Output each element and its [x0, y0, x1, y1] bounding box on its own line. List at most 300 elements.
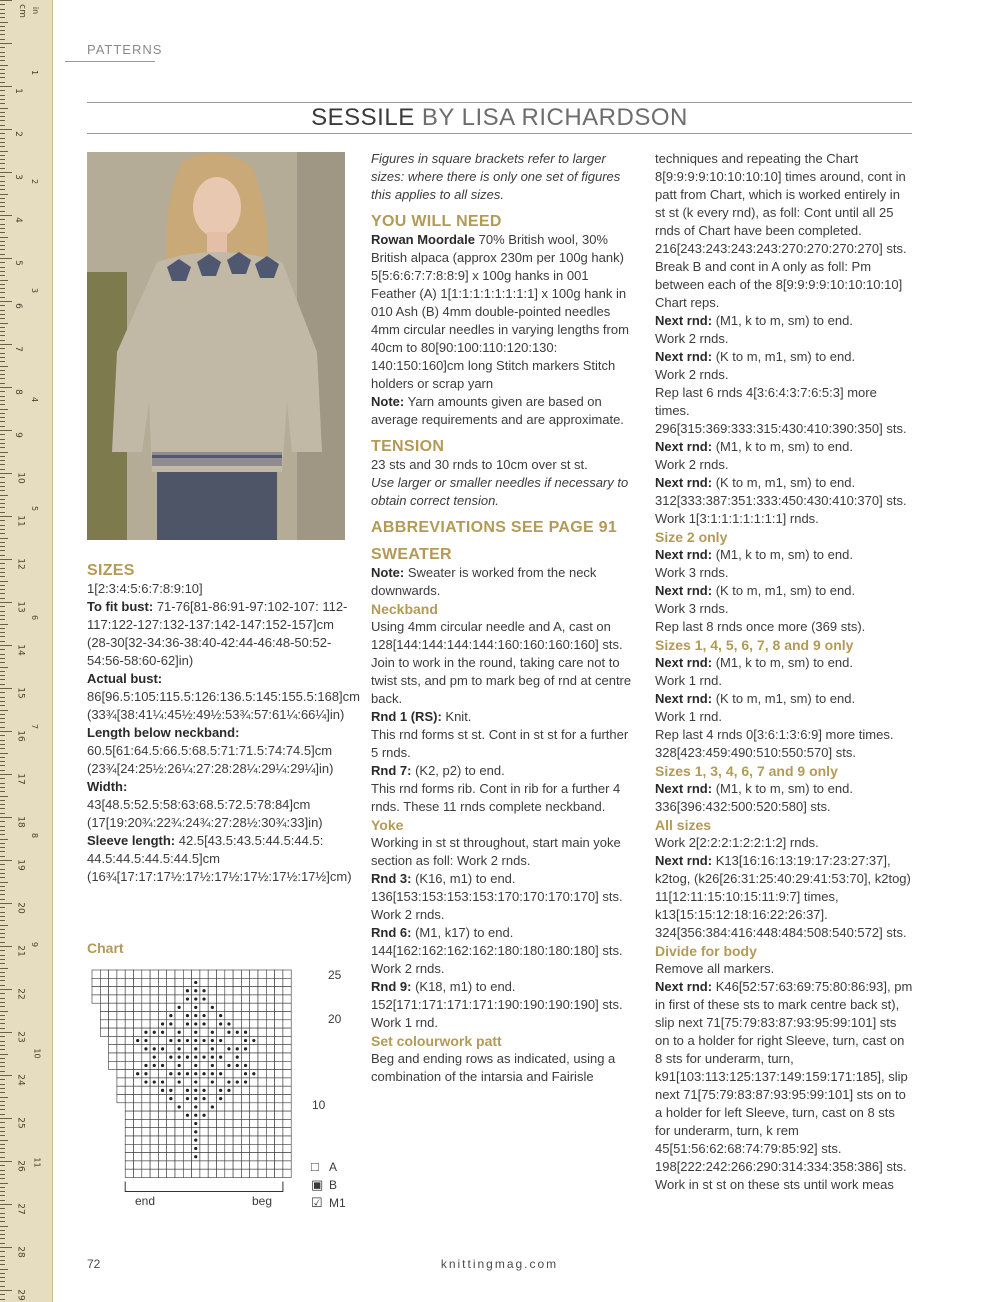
- ruler-tick: [0, 1002, 5, 1003]
- ruler-tick: [0, 804, 5, 805]
- chart-cell: [125, 1036, 133, 1044]
- chart-cell: [258, 1161, 266, 1169]
- ruler-tick: [0, 112, 5, 113]
- chart-dot: [236, 1080, 239, 1083]
- ruler-tick: [0, 787, 5, 788]
- chart-cell: [158, 1111, 166, 1119]
- ruler-tick: [0, 499, 5, 500]
- chart-cell: [125, 1095, 133, 1103]
- ruler-tick: [0, 942, 5, 943]
- ruler-tick: [0, 370, 5, 371]
- ruler-tick: [0, 275, 5, 276]
- chart-dot: [194, 981, 197, 984]
- ruler-tick: [0, 980, 5, 981]
- chart-cell: [266, 1144, 274, 1152]
- ruler-tick: [0, 417, 5, 418]
- chart-cell: [283, 1053, 291, 1061]
- rnd9: [371, 978, 636, 1032]
- ruler-tick: [0, 611, 5, 612]
- ruler-tick: [0, 1281, 5, 1282]
- chart-cell: [150, 1086, 158, 1094]
- ruler-tick: [0, 421, 5, 422]
- chart-cell: [266, 1136, 274, 1144]
- chart-cell: [183, 1144, 191, 1152]
- ruler-tick: [0, 649, 5, 650]
- chart-cell: [100, 995, 108, 1003]
- chart-cell: [225, 1144, 233, 1152]
- ruler-cm-label: 2: [12, 131, 23, 137]
- ruler-tick: [0, 301, 12, 302]
- chart-cell: [125, 1144, 133, 1152]
- ruler-tick: [0, 1238, 5, 1239]
- ruler-tick: [0, 735, 5, 736]
- ruler-in-label: 2: [30, 178, 40, 185]
- chart-cell: [233, 1128, 241, 1136]
- ruler-tick: [0, 731, 12, 732]
- chart-dot: [169, 1097, 172, 1100]
- chart-dot: [211, 1056, 214, 1059]
- chart-cell: [266, 987, 274, 995]
- ruler-cm-label: 4: [12, 217, 23, 223]
- chart-cell: [158, 1095, 166, 1103]
- colourwork-text: Beg and ending rows as indicated, using a combination of the intarsia and Fairisle: [371, 1051, 616, 1084]
- chart-cell: [283, 995, 291, 1003]
- ruler-tick: [0, 245, 5, 246]
- chart-cell: [150, 1111, 158, 1119]
- next-rnd-9-text: (M1, k to m, sm) to end. 336[396:432:500:520:580] sts.: [655, 781, 853, 814]
- chart-dot: [186, 1072, 189, 1075]
- ruler-tick: [0, 189, 5, 190]
- chart-cell: [183, 1136, 191, 1144]
- chart-dot: [219, 1097, 222, 1100]
- yarn-details: 70% British wool, 30% British alpaca (approx 230m per 100g hank) 5[5:6:6:7:7:8:8:9] x 100g hanks in 001 Feather (A) 1[1:1:1:1:1:1:1:1] x 100g hank in 010 Ash (B) 4mm double-pointed needles 4mm circular needles in varying lengths from 40cm to 80[90:100:110:120:130: 140:150:160]cm long Stitch markers Stitch holders or scrap yarn: [371, 232, 629, 391]
- chart-cell: [250, 995, 258, 1003]
- chart-cell: [200, 1169, 208, 1177]
- chart-cell: [125, 1061, 133, 1069]
- ruler-tick: [0, 151, 8, 152]
- ruler-tick: [0, 108, 8, 109]
- chart-cell: [125, 1161, 133, 1169]
- ruler-tick: [0, 602, 12, 603]
- chart-cell: [175, 995, 183, 1003]
- ruler-tick: [0, 1006, 5, 1007]
- chart-cell: [100, 1020, 108, 1028]
- ruler-tick: [0, 525, 5, 526]
- chart-cell: [183, 1045, 191, 1053]
- chart-dot: [202, 997, 205, 1000]
- chart-cell: [283, 1136, 291, 1144]
- chart-cell: [283, 1161, 291, 1169]
- ruler-tick: [0, 1058, 5, 1059]
- chart-cell: [217, 1153, 225, 1161]
- ruler-tick: [0, 1157, 5, 1158]
- ruler-tick: [0, 778, 5, 779]
- chart-cell: [217, 978, 225, 986]
- next-rnd-10-text: K13[16:16:13:19:17:23:27:37], k2tog, (k26[26:31:25:40:29:41:53:70], k2tog) 11[12:11:15:10:15:11:9:7] times, k13[15:15:12:18:16:22:26:37]. 324[356:384:416:448:484:508:540:572] sts.: [655, 853, 911, 940]
- sizes-a-heading: Sizes 1, 4, 5, 6, 7, 8 and 9 only: [655, 637, 854, 653]
- chart-dot: [153, 1031, 156, 1034]
- chart-cell: [134, 1144, 142, 1152]
- chart-cell: [109, 1053, 117, 1061]
- rnd3-label: Rnd 3:: [371, 871, 412, 886]
- chart-cell: [125, 1111, 133, 1119]
- chart-dot: [194, 1097, 197, 1100]
- chart-cell: [175, 1020, 183, 1028]
- chart-cell: [241, 970, 249, 978]
- ruler-tick: [0, 353, 5, 354]
- chart-cell: [208, 1111, 216, 1119]
- chart-cell: [225, 1003, 233, 1011]
- chart-cell: [167, 1153, 175, 1161]
- ruler-in-label: 3: [30, 287, 40, 294]
- ruler-cm-label: 7: [12, 346, 23, 352]
- ruler-tick: [0, 357, 5, 358]
- ruler-tick: [0, 679, 5, 680]
- yarn-note: [371, 393, 636, 429]
- ruler-tick: [0, 215, 12, 216]
- ruler-in-label: 5: [30, 505, 40, 512]
- chart-end-label: end: [135, 1194, 156, 1208]
- chart-cell: [134, 1119, 142, 1127]
- intro-italic: Figures in square brackets refer to larger sizes: where there is only one set of figures this applies to all sizes.: [371, 151, 621, 202]
- ruler-cm-label: 8: [12, 389, 23, 395]
- ruler-tick: [0, 176, 5, 177]
- chart-cell: [175, 978, 183, 986]
- chart-cell: [283, 1086, 291, 1094]
- ruler-tick: [0, 1135, 5, 1136]
- chart-cell: [117, 1012, 125, 1020]
- chart-cell: [109, 995, 117, 1003]
- chart-cell: [233, 1012, 241, 1020]
- ruler-tick: [0, 1217, 5, 1218]
- yarn-note-label: Note:: [371, 394, 405, 409]
- chart-cell: [266, 1003, 274, 1011]
- chart-cell: [258, 1128, 266, 1136]
- chart-cell: [283, 1036, 291, 1044]
- title-rule-bottom: [87, 133, 912, 134]
- next-rnd-8: [655, 690, 913, 708]
- chart-cell: [241, 1119, 249, 1127]
- ruler-tick: [0, 529, 5, 530]
- chart-cell: [134, 1103, 142, 1111]
- chart-cell: [109, 970, 117, 978]
- ruler-cm-label: 5: [12, 260, 23, 266]
- ruler-tick: [0, 753, 8, 754]
- width-label: Width:: [87, 779, 128, 794]
- ruler-tick: [0, 989, 12, 990]
- ruler-tick: [0, 817, 12, 818]
- chart-cell: [225, 1119, 233, 1127]
- tension-note: [371, 474, 636, 510]
- chart-cell: [258, 1103, 266, 1111]
- ruler-cm-label: 12: [15, 558, 26, 570]
- chart-dot: [236, 1047, 239, 1050]
- chart-dot: [236, 1056, 239, 1059]
- chart-cell: [225, 995, 233, 1003]
- chart-cell: [241, 1169, 249, 1177]
- chart-cell: [117, 987, 125, 995]
- ruler-tick: [0, 344, 12, 345]
- sizes-heading: SIZES: [87, 562, 135, 579]
- ruler-tick: [0, 34, 5, 35]
- chart-cell: [134, 1028, 142, 1036]
- ruler-tick: [0, 937, 5, 938]
- ruler-cm-label: 14: [15, 644, 26, 656]
- ruler-tick: [0, 133, 5, 134]
- chart-dot: [186, 1022, 189, 1025]
- chart-cell: [158, 1053, 166, 1061]
- ruler-tick: [0, 292, 5, 293]
- chart-cell: [150, 1136, 158, 1144]
- ruler-tick: [0, 323, 8, 324]
- ruler-tick: [0, 1015, 5, 1016]
- ruler-tick: [0, 873, 5, 874]
- page-number: 72: [87, 1257, 101, 1271]
- ruler-tick: [0, 267, 5, 268]
- intro-text: [371, 150, 636, 204]
- chart-cell: [241, 1053, 249, 1061]
- key-label-a: A: [329, 1160, 338, 1174]
- ruler-tick: [0, 1075, 12, 1076]
- ruler-tick: [0, 933, 5, 934]
- to-fit-label: To fit bust:: [87, 599, 154, 614]
- chart-cell: [225, 1036, 233, 1044]
- chart-cell: [266, 1036, 274, 1044]
- chart-cell: [100, 1003, 108, 1011]
- ruler-cm-label: 13: [15, 601, 26, 613]
- chart-cell: [275, 1136, 283, 1144]
- ruler-tick: [0, 864, 5, 865]
- chart-dot: [202, 1056, 205, 1059]
- chart-cell: [283, 978, 291, 986]
- chart-cell: [258, 1020, 266, 1028]
- chart-dot: [202, 1114, 205, 1117]
- chart-cell: [266, 1028, 274, 1036]
- ruler-tick: [0, 830, 5, 831]
- chart-cell: [217, 1136, 225, 1144]
- chart-cell: [225, 1053, 233, 1061]
- rnd1-label: Rnd 1 (RS):: [371, 709, 442, 724]
- chart-dot: [202, 989, 205, 992]
- ruler-tick: [0, 581, 8, 582]
- ruler-tick: [0, 559, 12, 560]
- chart-cell: [117, 1036, 125, 1044]
- chart-cell: [258, 1086, 266, 1094]
- ruler-tick: [0, 847, 5, 848]
- chart-cell: [150, 1036, 158, 1044]
- next-rnd-3: [655, 438, 913, 456]
- chart-cell: [233, 978, 241, 986]
- ruler-tick: [0, 1041, 5, 1042]
- chart-dot: [202, 1072, 205, 1075]
- next-rnd-11: [655, 978, 913, 1194]
- length-neckband: [87, 724, 352, 778]
- ruler-tick: [0, 77, 5, 78]
- ruler-cm-label: 26: [15, 1160, 26, 1172]
- next-rnd-2: [655, 348, 913, 366]
- ruler-tick: [0, 73, 5, 74]
- ruler-tick: [0, 284, 5, 285]
- chart-dot: [194, 1022, 197, 1025]
- chart-cell: [275, 1095, 283, 1103]
- ruler-tick: [0, 1226, 8, 1227]
- ruler-tick: [0, 469, 5, 470]
- chart-cell: [266, 1012, 274, 1020]
- chart-cell: [200, 978, 208, 986]
- ruler-tick: [0, 959, 5, 960]
- colourwork-heading: Set colourwork patt: [371, 1033, 502, 1049]
- key-symbol-b: ▣: [311, 1177, 324, 1192]
- ruler-tick: [0, 103, 5, 104]
- ruler-tick: [0, 60, 5, 61]
- chart-cell: [208, 1144, 216, 1152]
- ruler-tick: [0, 1273, 5, 1274]
- chart-cell: [134, 1136, 142, 1144]
- ruler-cm-label: 28: [15, 1246, 26, 1258]
- work-3-rnds: Work 3 rnds.: [655, 565, 729, 580]
- chart-dot: [202, 1022, 205, 1025]
- chart-cell: [283, 1153, 291, 1161]
- chart-cell: [275, 1020, 283, 1028]
- actual-value: 86[96.5:105:115.5:126:136.5:145:155.5:168]cm (33¾[38:41¼:45½:49½:53¾:57:61¼:66¼]in): [87, 689, 360, 722]
- chart-cell: [275, 1119, 283, 1127]
- chart-dot: [153, 1047, 156, 1050]
- ruler-tick: [0, 572, 5, 573]
- ruler-tick: [0, 198, 5, 199]
- ruler-tick: [0, 671, 5, 672]
- chart-dot: [219, 1039, 222, 1042]
- next-rnd-11-text: K46[52:57:63:69:75:80:86:93], pm in first of these sts to mark centre back st), slip next 71[75:79:83:87:93:95:99:101] sts on to a holder for right Sleeve, turn, cast on 8 sts for underarm, turn, k91[103:113:125:137:149:159:171:185], slip next 71[75:79:83:87:93:95:99:101] sts on to a holder for left Sleeve, turn, cast on 8 sts for underarm, turn, k rem 45[51:56:62:68:74:79:85:92] sts. 198[222:242:266:290:314:334:358:386] sts. Work in st st on these sts until work meas: [655, 979, 913, 1192]
- chart-row-label-10: 10: [312, 1098, 326, 1112]
- measuring-ruler: [0, 0, 53, 1302]
- chart-cell: [283, 1095, 291, 1103]
- chart-cell: [125, 1070, 133, 1078]
- chart-cell: [258, 1053, 266, 1061]
- ruler-tick: [0, 985, 5, 986]
- chart-cell: [266, 1103, 274, 1111]
- ruler-tick: [0, 486, 5, 487]
- chart-dot: [186, 1056, 189, 1059]
- chart-cell: [109, 1003, 117, 1011]
- chart-cell: [125, 1020, 133, 1028]
- chart-cell: [217, 1111, 225, 1119]
- chart-cell: [225, 1169, 233, 1177]
- chart-cell: [117, 1003, 125, 1011]
- chart-cell: [217, 970, 225, 978]
- chart-cell: [233, 1036, 241, 1044]
- all-sizes-heading: All sizes: [655, 817, 712, 833]
- ruler-tick: [0, 120, 5, 121]
- ruler-tick: [0, 4, 5, 5]
- chart-cell: [142, 987, 150, 995]
- chart-dot: [227, 1047, 230, 1050]
- sleeve-value: 42.5[43.5:43.5:44.5:44.5: 44.5:44.5:44.5:44.5]cm (16¾[17:17:17½:17½:17½:17½:17½:17½]cm): [87, 833, 352, 884]
- ruler-tick: [0, 482, 5, 483]
- chart-cell: [200, 1144, 208, 1152]
- chart-dot: [194, 989, 197, 992]
- chart-cell: [233, 1153, 241, 1161]
- chart-dot: [252, 1072, 255, 1075]
- chart-cell: [142, 1012, 150, 1020]
- ruler-tick: [0, 800, 5, 801]
- next-rnd-3-text: (M1, k to m, sm) to end.: [715, 439, 853, 454]
- ruler-tick: [0, 396, 5, 397]
- ruler-tick: [0, 692, 5, 693]
- chart-dot: [178, 1064, 181, 1067]
- chart-cell: [250, 1153, 258, 1161]
- next-rnd-1: [655, 312, 913, 330]
- next-label: Next rnd:: [655, 691, 713, 706]
- chart-cell: [150, 987, 158, 995]
- chart-cell: [167, 1003, 175, 1011]
- chart-cell: [241, 1012, 249, 1020]
- ruler-tick: [0, 765, 5, 766]
- chart-cell: [117, 970, 125, 978]
- ruler-tick: [0, 460, 5, 461]
- chart-cell: [233, 1020, 241, 1028]
- chart-cell: [217, 1078, 225, 1086]
- chart-cell: [250, 1078, 258, 1086]
- chart-cell: [200, 1078, 208, 1086]
- ruler-tick: [0, 39, 5, 40]
- ruler-tick: [0, 624, 8, 625]
- ruler-tick: [0, 598, 5, 599]
- chart-dot: [144, 1072, 147, 1075]
- chart-cell: [100, 987, 108, 995]
- chart-cell: [183, 1169, 191, 1177]
- chart-dot: [161, 1080, 164, 1083]
- colourwork-chart: [87, 968, 317, 1208]
- chart-cell: [158, 970, 166, 978]
- chart-cell: [158, 995, 166, 1003]
- chart-cell: [125, 987, 133, 995]
- chart-cell: [217, 987, 225, 995]
- ruler-tick: [0, 899, 5, 900]
- chart-cell: [175, 987, 183, 995]
- chart-dot: [244, 1047, 247, 1050]
- ruler-in-label: 4: [30, 396, 40, 403]
- chart-dot: [194, 1080, 197, 1083]
- chart-cell: [142, 1119, 150, 1127]
- chart-dot: [194, 1064, 197, 1067]
- chart-cell: [142, 970, 150, 978]
- chart-cell: [175, 1111, 183, 1119]
- ruler-tick: [0, 404, 5, 405]
- chart-dot: [169, 1072, 172, 1075]
- chart-cell: [275, 1045, 283, 1053]
- ruler-tick: [0, 1011, 8, 1012]
- next-rnd-9: [655, 780, 913, 816]
- repeat-2: Rep last 8 rnds once more (369 sts).: [655, 619, 866, 634]
- ruler-tick: [0, 813, 5, 814]
- ruler-tick: [0, 507, 5, 508]
- chart-cell: [217, 1169, 225, 1177]
- chart-cell: [200, 970, 208, 978]
- rnd7-label: Rnd 7:: [371, 763, 412, 778]
- chart-cell: [217, 1128, 225, 1136]
- ruler-tick: [0, 232, 5, 233]
- chart-cell: [266, 1111, 274, 1119]
- chart-dot: [194, 1072, 197, 1075]
- chart-cell: [241, 1153, 249, 1161]
- ruler-tick: [0, 116, 5, 117]
- chart-cell: [275, 1003, 283, 1011]
- ruler-tick: [0, 271, 5, 272]
- rnd1-text: Knit.: [445, 709, 472, 724]
- ruler-tick: [0, 1204, 12, 1205]
- chart-dot: [161, 1047, 164, 1050]
- chart-cell: [200, 1161, 208, 1169]
